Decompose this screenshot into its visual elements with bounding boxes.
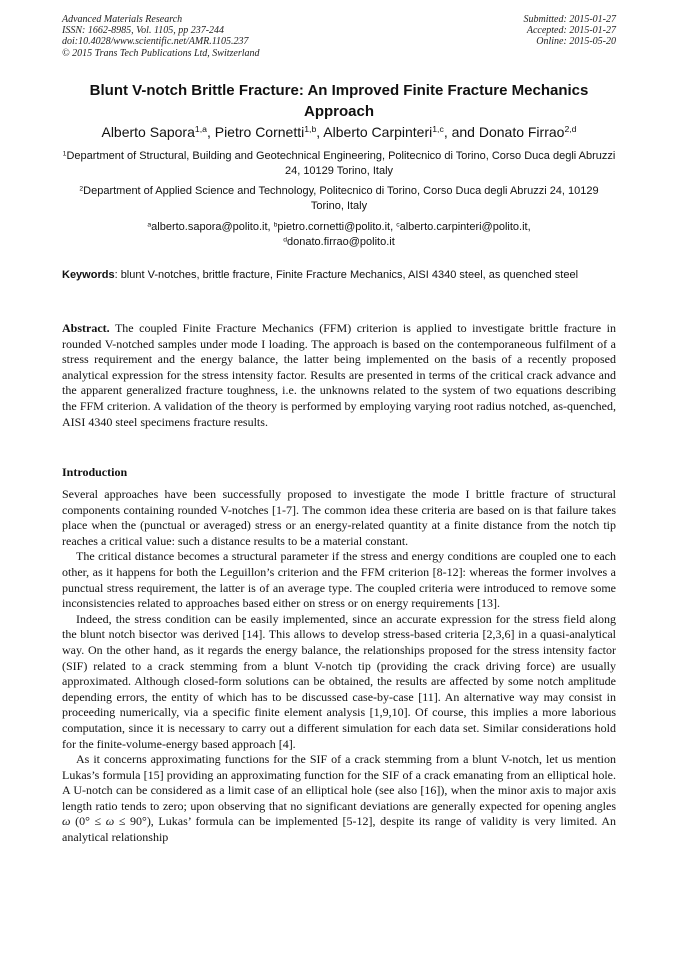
affiliation-mark: 1 [62, 150, 67, 158]
author-name: Donato Firrao [478, 124, 565, 140]
email-mark: b [273, 221, 278, 229]
author-affil-mark: 1,a [194, 124, 207, 135]
email-separator: , [267, 221, 274, 233]
keywords-block [62, 268, 616, 284]
paper-title: Blunt V-notch Brittle Fracture: An Improved Finite Fracture Mechanics Approach [89, 82, 589, 120]
paragraph-text: As it concerns approximating functions for the SIF of a crack stemming from a blunt V-notch, let us mention Lukas’s formula [15] providing an approximating function for the SIF of a crack emanating from an elliptical hole. A U-notch can be considered as a limit case of an elliptical hole (see also [16]), when the minor axis to major axis length ratio tends to zero; upon observing that no significant deviations are generally expected for opening angles [62, 752, 616, 813]
affiliation-text: Department of Structural, Building and Geotechnical Engineering, Politecnico di Torino, Corso Duca degli Abruzzi 24, 10129 Torino, Italy [66, 150, 616, 177]
paragraph: Indeed, the stress condition can be easily implemented, since an accurate expression for the stress field along the blunt notch bisector was derived [14]. This allows to develop stress-based criteria [2,3,6] in a quasi-analytical way. On the other hand, as it regards the energy balance, the relationships proposed for the stress intensity factor (SIF) related to a crack stemming from a blunt V-notch tip (providing the crack driving force) are usually approximated. Although closed-form solutions can be obtained, the results are affected by some notch amplitude depending errors, the entity of which has to be discussed case-by-case [11]. An alternative way may consist in proceeding numerically, via a specific finite element analysis [1,9,10]. Of course, this implies a more laborious computation, since it is necessary to carry out a different simulation for each data set. Similar considerations hold for the finite-volume-energy based approach [4]. [62, 611, 616, 751]
author-name: Alberto Carpinteri [323, 124, 433, 140]
omega-symbol: ω [105, 814, 115, 829]
journal-name: Advanced Materials Research [62, 14, 183, 25]
email-separator: , [527, 221, 531, 233]
keywords-text: : blunt V-notches, brittle fracture, Finite Fracture Mechanics, AISI 4340 steel, as quenched steel [114, 269, 579, 281]
author-affil-mark: 1,b [304, 124, 317, 135]
paragraph [62, 752, 616, 846]
abstract-text: The coupled Finite Fracture Mechanics (FFM) criterion is applied to investigate brittle fracture in rounded V-notched samples under mode I loading. The approach is based on the contemporaneous fulfilment of a stress requirement and the energy balance, the latter being implemented on the basis of a recently proposed analytical expression for the stress intensity factor. Results are presented in terms of the critical crack advance and the apparent generalized fracture toughness, i.e. the unknowns related to the system of two equations describing the FFM criterion. A validation of the theory is performed by employing varying root radius notched, as-quenched, AISI 4340 steel specimens fracture results. [62, 321, 616, 429]
email-mark: a [147, 221, 152, 229]
issn-line: ISSN: 1662-8985, Vol. 1105, pp 237-244 [62, 25, 225, 37]
affiliation-2 [62, 184, 616, 214]
introduction-heading: Introduction [62, 465, 128, 479]
online-date: Online: 2015-05-20 [536, 36, 616, 48]
email-mark: c [396, 221, 400, 229]
omega-symbol: ω [62, 814, 71, 829]
abstract-label: Abstract. [62, 321, 110, 335]
paragraph: The critical distance becomes a structural parameter if the stress and energy conditions are coupled one to each other, as it happens for both the Leguillon’s criterion and the FFM criterion [8-12]: whereas the former involves a punctual stress requirement, the latter is of an average type. The coupled criteria were introduced to remove some inconsistencies related to approaches based either on stress or on energy requirements [13]. [62, 549, 616, 611]
email-mark: d [283, 236, 287, 244]
email-link[interactable]: alberto.sapora@polito.it [151, 221, 268, 233]
author-separator: , [316, 124, 324, 140]
abstract-block [62, 321, 616, 430]
keywords-label: Keywords [62, 269, 115, 281]
accepted-date: Accepted: 2015-01-27 [526, 25, 616, 37]
affiliation-1 [62, 149, 616, 179]
author-separator: , [206, 124, 215, 140]
author-separator: , and [443, 124, 479, 140]
introduction-body [62, 487, 616, 846]
paragraph-text: (0° ≤ [70, 814, 106, 829]
affiliation-mark: 2 [79, 185, 84, 193]
email-separator: , [390, 221, 397, 233]
copyright-line: © 2015 Trans Tech Publications Ltd, Switzerland [62, 47, 260, 59]
author-list [40, 123, 638, 141]
email-list [62, 220, 616, 250]
author-name: Alberto Sapora [101, 124, 195, 140]
paragraph: Several approaches have been successfully proposed to investigate the mode I brittle fracture of structural components containing rounded V-notches [1-7]. The common idea these criteria are based on is that failure takes place when the (punctual or averaged) stress or an energy-related quantity at a finite distance from the notch tip reaches a critical value: such a distance results to be a material constant. [62, 487, 616, 548]
publication-dates [524, 14, 617, 48]
publication-info [62, 14, 260, 59]
affiliation-text: Department of Applied Science and Technology, Politecnico di Torino, Corso Duca degli Abruzzi 24, 10129 Torino, Italy [83, 185, 599, 212]
email-link[interactable]: alberto.carpinteri@polito.it [399, 221, 528, 233]
doi-link[interactable]: doi:10.4028/www.scientific.net/AMR.1105.237 [62, 36, 249, 48]
email-link[interactable]: donato.firrao@polito.it [287, 236, 395, 248]
author-name: Pietro Cornetti [214, 124, 305, 140]
email-link[interactable]: pietro.cornetti@polito.it [277, 221, 391, 233]
author-affil-mark: 2,d [564, 124, 577, 135]
submitted-date: Submitted: 2015-01-27 [523, 14, 616, 25]
paragraph-text: ≤ 90°), Lukas’ formula can be implemented [5-12], despite its range of validity is very limited. An analytical relationship [62, 814, 617, 845]
author-affil-mark: 1,c [432, 124, 444, 135]
